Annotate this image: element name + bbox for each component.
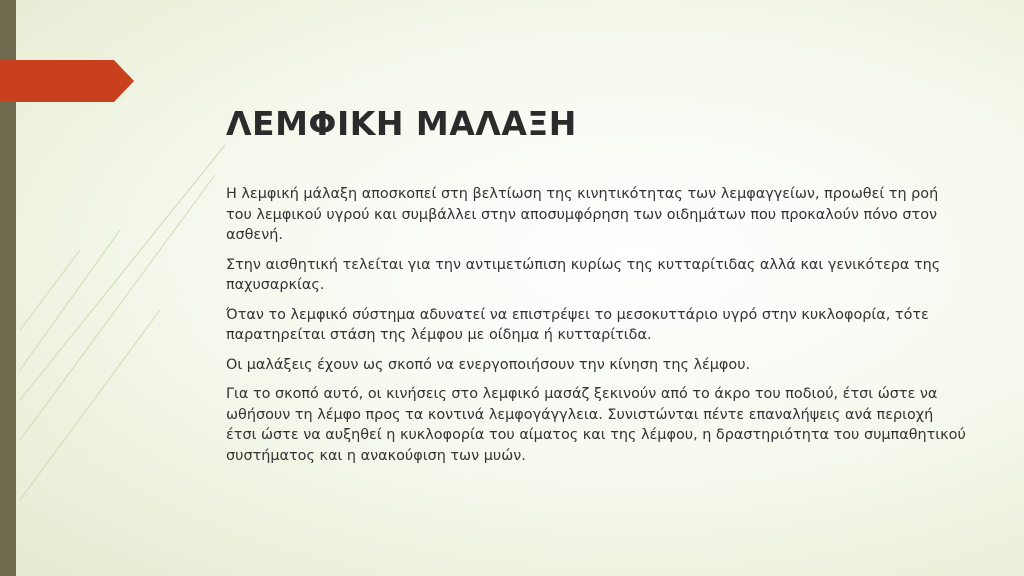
paragraph: Όταν το λεμφικό σύστημα αδυνατεί να επιστρέψει το μεσοκυττάριο υγρό στην κυκλοφορία, τότε παρατηρείται στάση της λέμφου με οίδημα ή κυτταρίτιδα. <box>226 306 929 343</box>
paragraph: Η λεμφική μάλαξη αποσκοπεί στη βελτίωση της κινητικότητας των λεμφαγγείων, προωθεί τη ροή του λεμφικού υγρού και συμβάλλει στην αποσυμφόρηση των οιδημάτων που προκαλούν πόνο στον ασθενή. <box>226 186 939 243</box>
paragraph: Οι μαλάξεις έχουν ως σκοπό να ενεργοποιήσουν την κίνηση της λέμφου. <box>226 356 751 373</box>
paragraph: Στην αισθητική τελείται για την αντιμετώπιση κυρίως της κυτταρίτιδας αλλά και γενικότερα της παχυσαρκίας. <box>226 256 941 293</box>
red-accent-arrow <box>0 60 134 102</box>
slide-body <box>226 184 966 475</box>
slide-title: ΛΕΜΦΙΚΗ ΜΑΛΑΞΗ <box>226 104 577 143</box>
paragraph: Για το σκοπό αυτό, οι κινήσεις στο λεμφικό μασάζ ξεκινούν από το άκρο του ποδιού, έτσι ώστε να ωθήσουν τη λέμφο προς τα κοντινά λεμφογάγγλεια. Συνιστώνται πέντε επαναλήψεις ανά περιοχή έτσι ώστε να αυξηθεί η κυκλοφορία του αίματος και της λέμφου, η δραστηριότητα του συμπαθητικού συστήματος και η ανακούφιση των μυών. <box>226 386 966 464</box>
